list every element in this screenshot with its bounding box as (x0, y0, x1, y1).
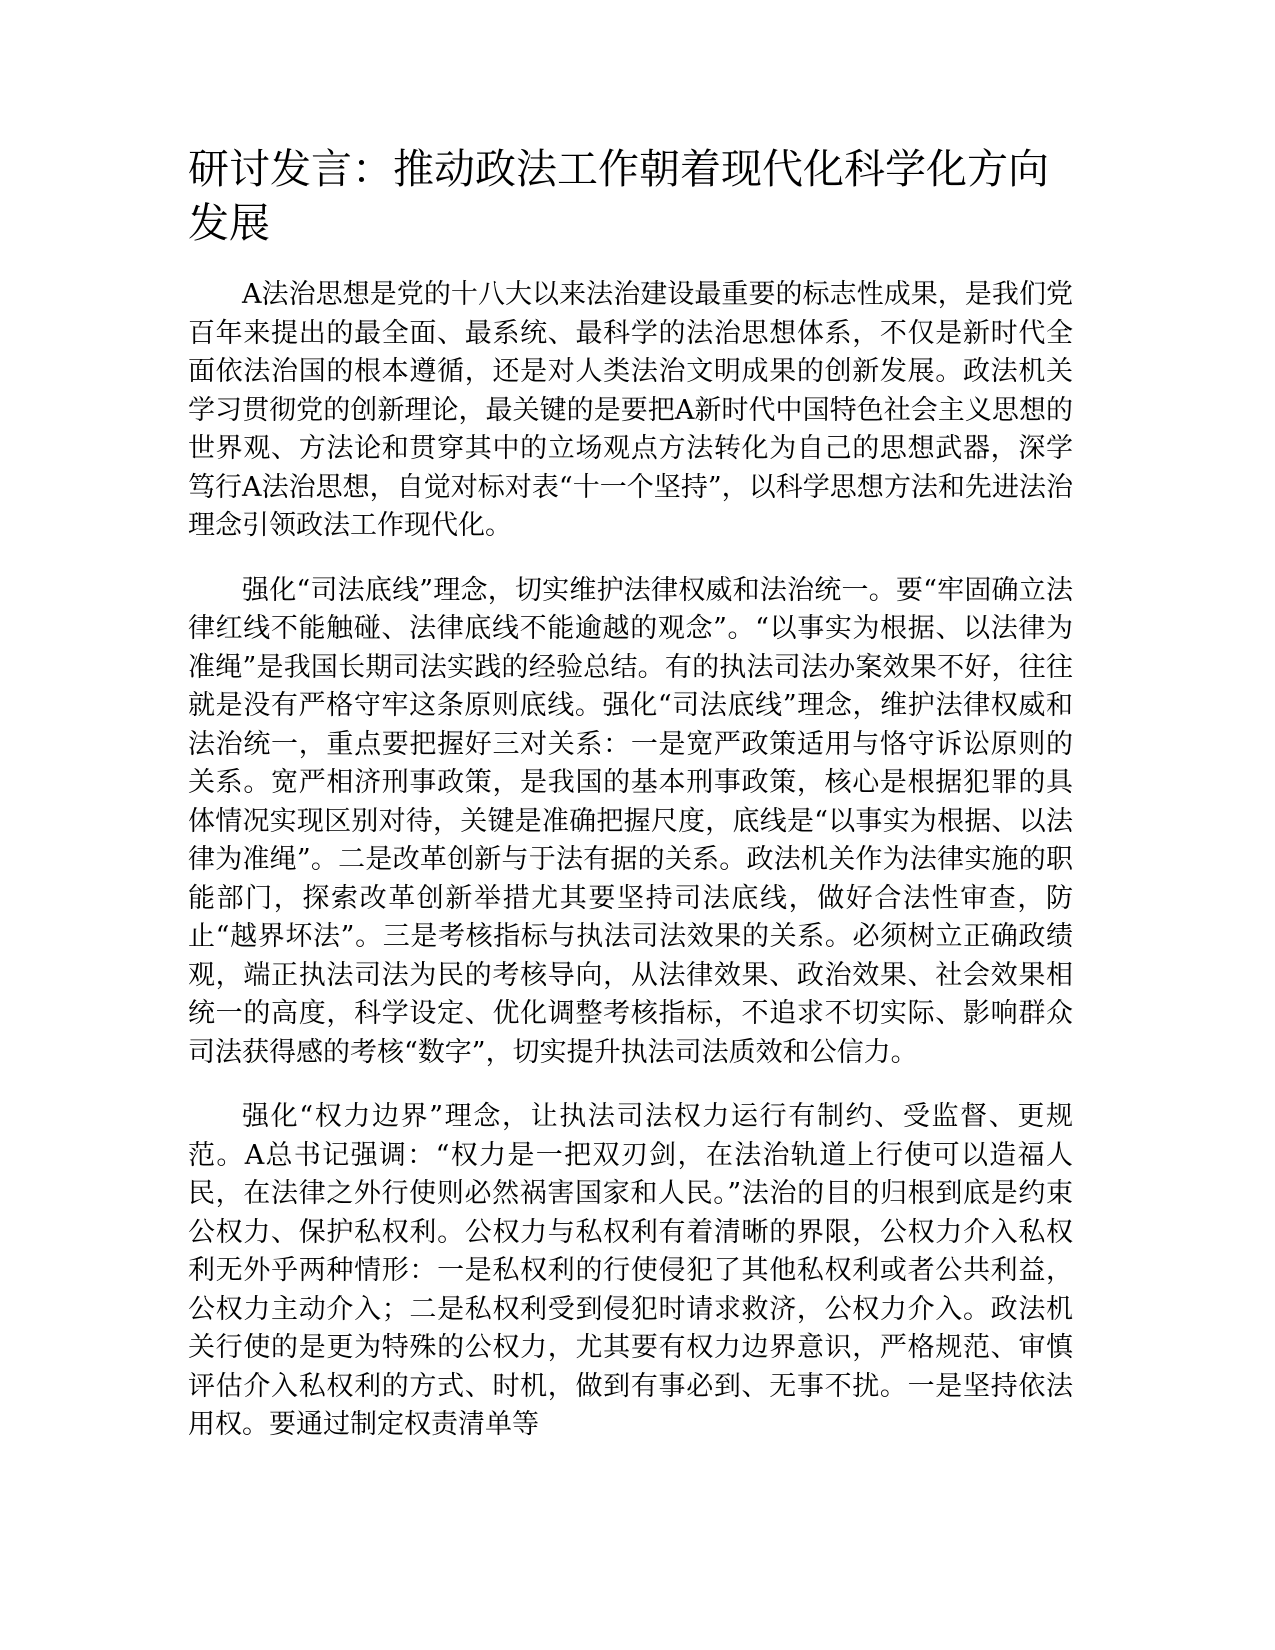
paragraph-1: A法治思想是党的十八大以来法治建设最重要的标志性成果，是我们党百年来提出的最全面、最系统、最科学的法治思想体系，不仅是新时代全面依法治国的根本遵循，还是对人类法治文明成果的创新发展。政法机关学习贯彻党的创新理论，最关键的是要把A新时代中国特色社会主义思想的世界观、方法论和贯穿其中的立场观点方法转化为自己的思想武器，深学笃行A法治思想，自觉对标对表“十一个坚持”，以科学思想方法和先进法治理念引领政法工作现代化。 (188, 279, 1073, 541)
document-title: 研讨发言：推动政法工作朝着现代化科学化方向发展 (188, 145, 1049, 247)
paragraph-2: 强化“司法底线”理念，切实维护法律权威和法治统一。要“牢固确立法律红线不能触碰、法律底线不能逾越的观念”。“以事实为根据、以法律为准绳”是我国长期司法实践的经验总结。有的执法司法办案效果不好，往往就是没有严格守牢这条原则底线。强化“司法底线”理念，维护法律权威和法治统一，重点要把握好三对关系：一是宽严政策适用与恪守诉讼原则的关系。宽严相济刑事政策，是我国的基本刑事政策，核心是根据犯罪的具体情况实现区别对待，关键是准确把握尺度，底线是“以事实为根据、以法律为准绳”。二是改革创新与于法有据的关系。政法机关作为法律实施的职能部门，探索改革创新举措尤其要坚持司法底线，做好合法性审查，防止“越界坏法”。三是考核指标与执法司法效果的关系。必须树立正确政绩观，端正执法司法为民的考核导向，从法律效果、政治效果、社会效果相统一的高度，科学设定、优化调整考核指标，不追求不切实际、影响群众司法获得感的考核“数字”，切实提升执法司法质效和公信力。 (188, 574, 1073, 1068)
paragraph-3: 强化“权力边界”理念，让执法司法权力运行有制约、受监督、更规范。A总书记强调：“权力是一把双刃剑，在法治轨道上行使可以造福人民，在法律之外行使则必然祸害国家和人民。”法治的目的归根到底是约束公权力、保护私权利。公权力与私权利有着清晰的界限，公权力介入私权利无外乎两种情形：一是私权利的行使侵犯了其他私权利或者公共利益，公权力主动介入；二是私权利受到侵犯时请求救济，公权力介入。政法机关行使的是更为特殊的公权力，尤其要有权力边界意识，严格规范、审慎评估介入私权利的方式、时机，做到有事必到、无事不扰。一是坚持依法用权。要通过制定权责清单等 (188, 1101, 1073, 1440)
document-page (188, 142, 1073, 1471)
